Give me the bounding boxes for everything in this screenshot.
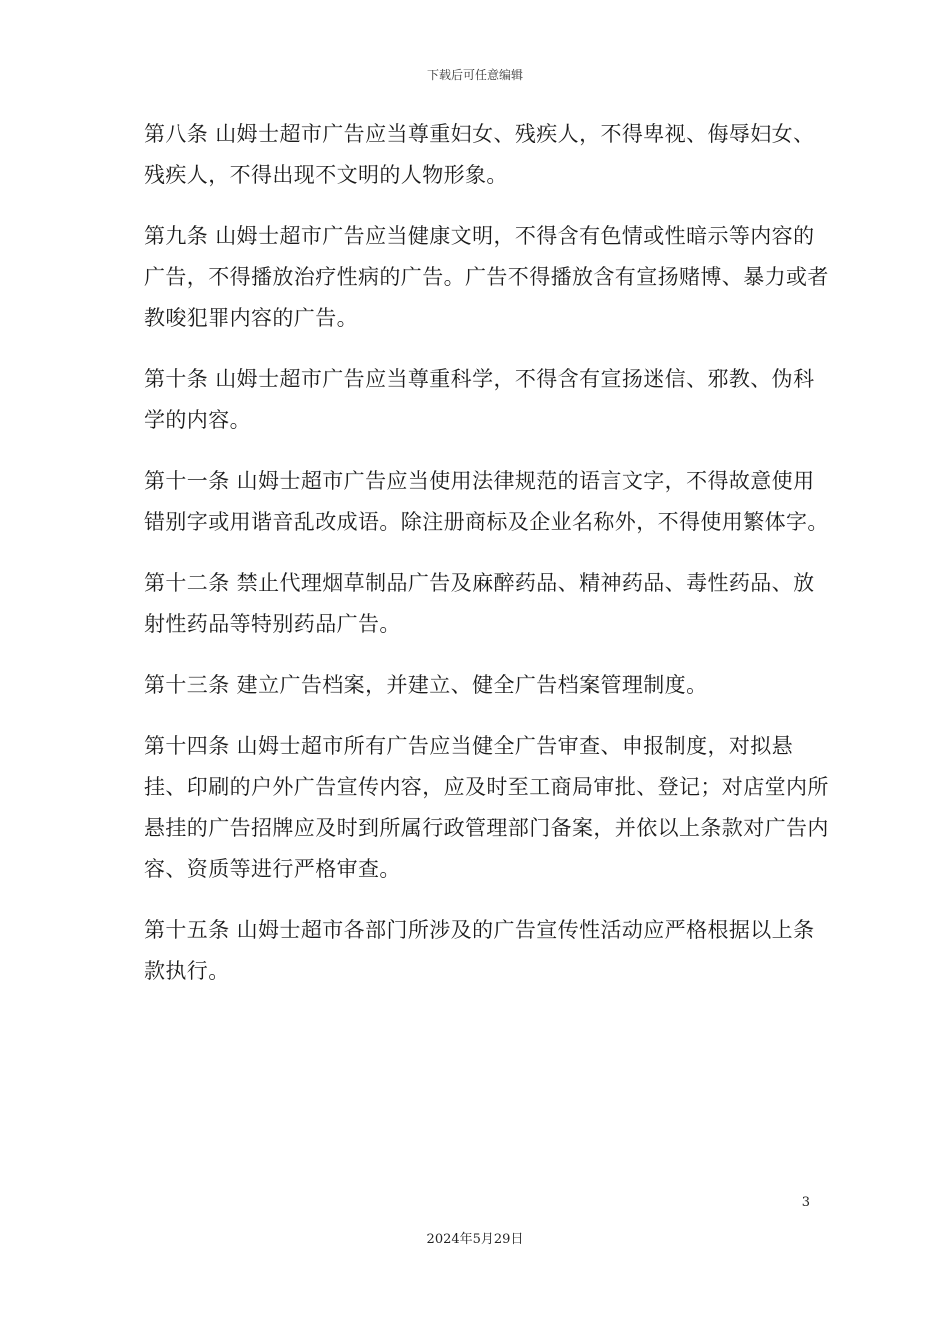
article-8: 第八条 山姆士超市广告应当尊重妇女、残疾人，不得卑视、侮辱妇女、残疾人，不得出现不文明的人物形象。: [144, 122, 815, 187]
document-body: [144, 114, 834, 1012]
footer-date: 2024年5月29日: [426, 1232, 524, 1247]
article-11: 第十一条 山姆士超市广告应当使用法律规范的语言文字，不得故意使用错别字或用谐音乱改成语。除注册商标及企业名称外，不得使用繁体字。: [144, 469, 829, 534]
article-13: 第十三条 建立广告档案，并建立、健全广告档案管理制度。: [144, 673, 708, 697]
article-14: 第十四条 山姆士超市所有广告应当健全广告审查、申报制度，对拟悬挂、印刷的户外广告宣传内容，应及时至工商局审批、登记；对店堂内所悬挂的广告招牌应及时到所属行政管理部门备案，并依以上条款对广告内容、资质等进行严格审查。: [144, 734, 829, 881]
article-10: 第十条 山姆士超市广告应当尊重科学，不得含有宣扬迷信、邪教、伪科学的内容。: [144, 367, 815, 432]
article-9: 第九条 山姆士超市广告应当健康文明，不得含有色情或性暗示等内容的广告，不得播放治疗性病的广告。广告不得播放含有宣扬赌博、暴力或者教唆犯罪内容的广告。: [144, 224, 829, 330]
page-header: 下载后可任意编辑: [426, 68, 523, 82]
article-15: 第十五条 山姆士超市各部门所涉及的广告宣传性活动应严格根据以上条款执行。: [144, 918, 815, 983]
article-12: 第十二条 禁止代理烟草制品广告及麻醉药品、精神药品、毒性药品、放射性药品等特别药品广告。: [144, 571, 815, 636]
page-number: 3: [801, 1195, 810, 1210]
